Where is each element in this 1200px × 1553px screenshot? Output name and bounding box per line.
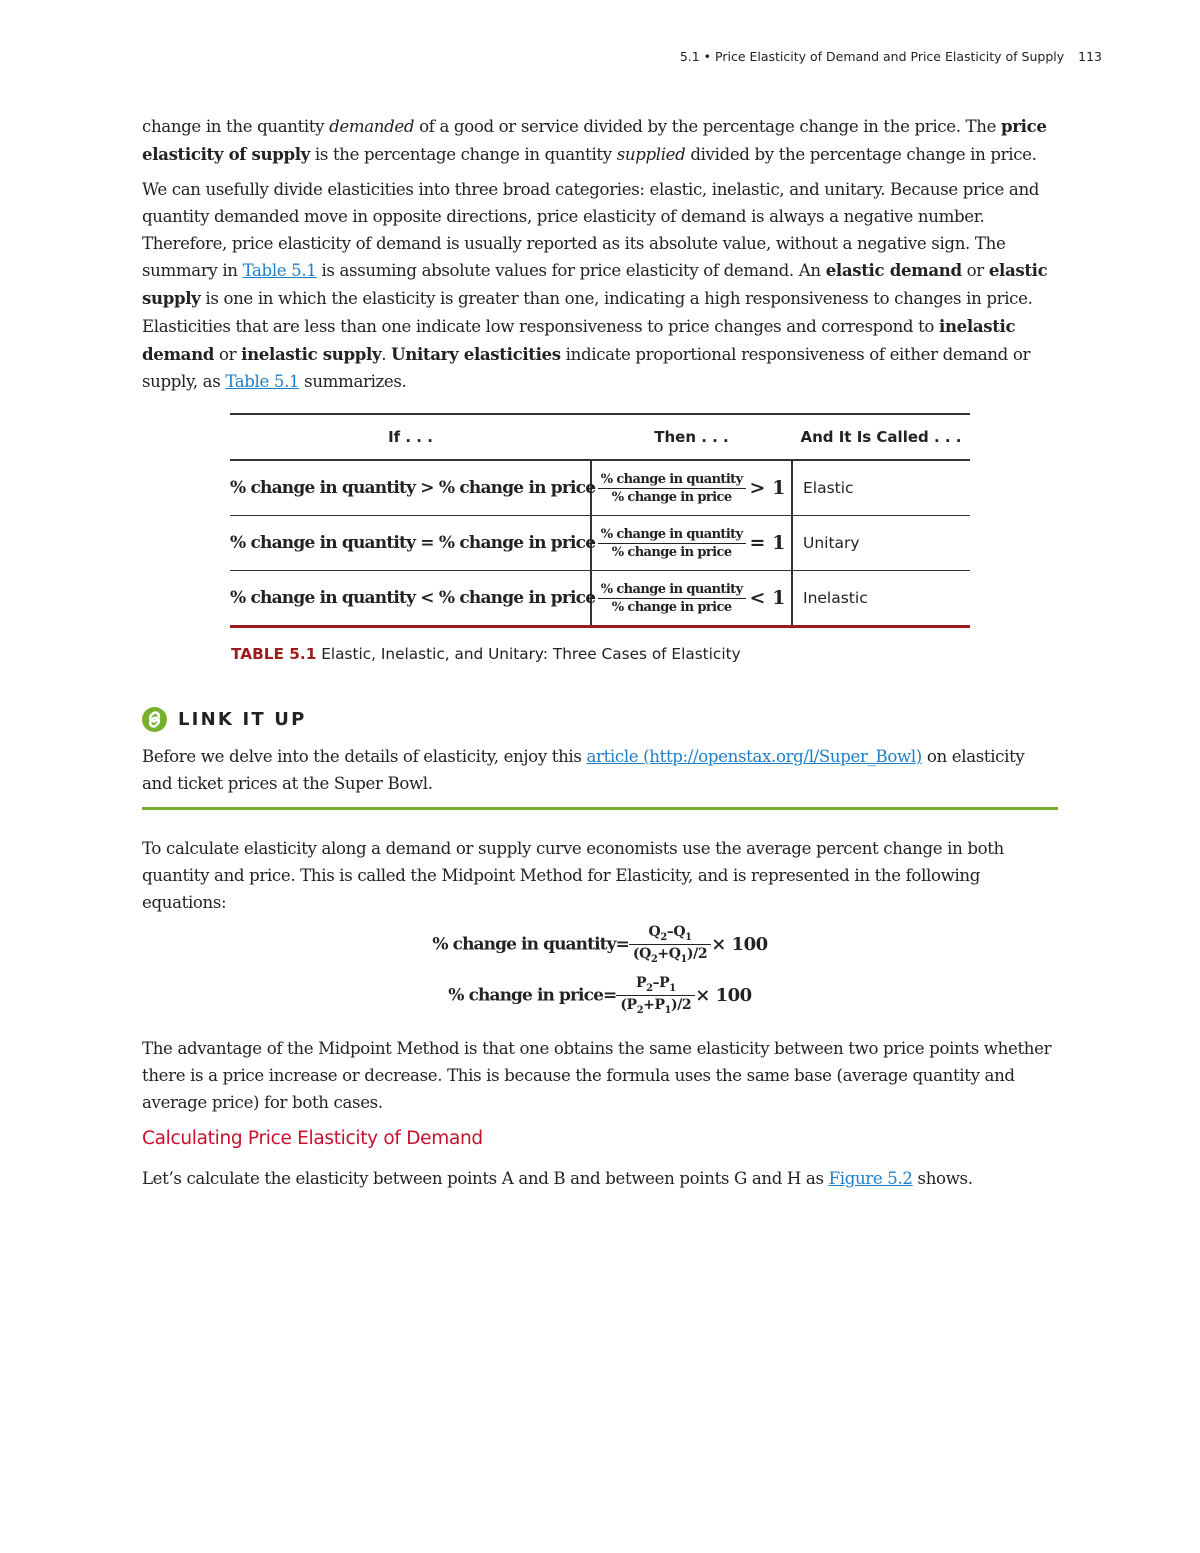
- text: divided by the percentage change in price.: [685, 144, 1037, 164]
- equation-fraction: [629, 924, 711, 965]
- equation-numerator: $Q_2-Q_1$: [629, 924, 711, 945]
- term-elastic-demand: elastic demand: [825, 260, 962, 281]
- relation: = 1: [749, 532, 786, 554]
- equation-times: × 100: [695, 984, 752, 1006]
- table-row: [230, 516, 970, 571]
- table-header-if: If . . .: [230, 414, 591, 460]
- then-cell: [591, 571, 792, 627]
- paragraph-categories: [142, 177, 1060, 395]
- paragraph-calculate: [142, 1166, 1060, 1193]
- table-row: [230, 460, 970, 516]
- text: Let’s calculate the elasticity between points A and B and between points G and H as: [142, 1169, 829, 1188]
- condition-cell: % change in quantity < % change in price: [230, 571, 591, 627]
- then-cell: [591, 516, 792, 571]
- text: We can usefully divide elasticities into three broad categories: elastic, inelastic, and unitary. Because price and quantity demanded move in opposite directions, price elasticity of demand is always a negative number. Therefore, price elasticity of demand is usually reported as its absolute value, without a negative sign. The summary in: [142, 180, 1040, 281]
- table-header-row: [230, 414, 970, 460]
- then-cell: [591, 460, 792, 516]
- link-icon: [142, 707, 167, 732]
- text: is one in which the elasticity is greater than one, indicating a high responsiveness to changes in price. Elasticities that are less than one indicate low responsiveness to price changes and correspond to: [142, 289, 1033, 336]
- running-head: [680, 49, 1102, 64]
- link-it-up-header: [142, 706, 1058, 732]
- link-it-up-rule: [142, 807, 1058, 810]
- condition-cell: % change in quantity = % change in price: [230, 516, 591, 571]
- paragraph-definitions: [142, 113, 1060, 169]
- text: The advantage of the Midpoint Method is that one obtains the same elasticity between two price points whether there is a price increase or decrease. This is because the formula uses the same base (average quantity and average price) for both cases.: [142, 1039, 1052, 1112]
- relation: > 1: [749, 477, 786, 499]
- term-unitary-elasticities: Unitary elasticities: [391, 343, 561, 364]
- elasticity-fraction: [598, 527, 746, 560]
- term-inelastic-supply: inelastic supply: [241, 343, 382, 364]
- fraction-denominator: % change in price: [611, 489, 732, 505]
- text: summarizes.: [299, 371, 407, 391]
- equation-lhs: % change in quantity=: [432, 934, 629, 955]
- equation-times: × 100: [711, 933, 768, 955]
- term-inelastic-demand: inelastic demand: [142, 315, 1016, 364]
- fraction-denominator: % change in price: [611, 544, 732, 560]
- equation-lhs: % change in price=: [448, 985, 617, 1006]
- elasticity-table: [230, 413, 970, 628]
- fraction-numerator: % change in quantity: [598, 527, 746, 544]
- super-bowl-article-link[interactable]: article (http://openstax.org/l/Super_Bowl): [586, 747, 922, 766]
- text: Before we delve into the details of elasticity, enjoy this: [142, 747, 587, 766]
- term-elastic-supply: elastic supply: [142, 260, 1048, 309]
- paragraph-midpoint-advantage: [142, 1036, 1060, 1116]
- called-cell: Unitary: [792, 516, 970, 571]
- relation: < 1: [749, 587, 786, 609]
- link-it-up-text: [142, 744, 1058, 798]
- equation-denominator: $(Q_2+Q_1)/2$: [632, 945, 708, 965]
- table-caption-text: Elastic, Inelastic, and Unitary: Three Cases of Elasticity: [316, 645, 741, 663]
- fraction-numerator: % change in quantity: [598, 472, 746, 489]
- table-row: [230, 571, 970, 627]
- equation-numerator: $P_2-P_1$: [616, 975, 695, 996]
- text: is the percentage change in quantity: [309, 144, 617, 164]
- elasticity-fraction: [598, 472, 746, 505]
- link-it-up-box: [142, 706, 1058, 798]
- text: is assuming absolute values for price elasticity of demand. An: [316, 261, 826, 281]
- text: To calculate elasticity along a demand or supply curve economists use the average percent change in both quantity and price. This is called the Midpoint Method for Elasticity, and is represented in the following equations:: [142, 839, 1004, 912]
- table-5-1-link[interactable]: Table 5.1: [225, 371, 300, 391]
- link-it-up-title: LINK IT UP: [178, 708, 307, 730]
- running-head-section: 5.1 • Price Elasticity of Demand and Price Elasticity of Supply: [679, 49, 1065, 64]
- table-header-called: And It Is Called . . .: [792, 414, 970, 460]
- figure-5-2-link[interactable]: Figure 5.2: [828, 1169, 913, 1188]
- text: .: [381, 344, 392, 364]
- page-number: 113: [1078, 49, 1102, 64]
- equation-fraction: [616, 975, 695, 1016]
- table-caption: [231, 645, 741, 663]
- paragraph-midpoint-intro: [142, 836, 1060, 916]
- text: or: [961, 261, 989, 281]
- condition-cell: % change in quantity > % change in price: [230, 460, 591, 516]
- quantity-equation: [0, 924, 1200, 965]
- price-equation: [0, 975, 1200, 1016]
- text: on elasticity and ticket prices at the Super Bowl.: [142, 747, 1025, 793]
- fraction-numerator: % change in quantity: [598, 582, 746, 599]
- elasticity-fraction: [598, 582, 746, 615]
- text-emphasis: supplied: [616, 144, 686, 164]
- section-subheading: Calculating Price Elasticity of Demand: [142, 1128, 483, 1149]
- text: shows.: [912, 1169, 973, 1188]
- table-header-then: Then . . .: [591, 414, 792, 460]
- term-price-elasticity-of-supply: price elasticity of supply: [142, 116, 1047, 164]
- called-cell: Inelastic: [792, 571, 970, 627]
- equation-denominator: $(P_2+P_1)/2$: [620, 996, 692, 1016]
- text: change in the quantity: [142, 117, 330, 136]
- text: indicate proportional responsiveness of either demand or supply, as: [142, 344, 1031, 391]
- text: or: [214, 344, 242, 364]
- table-caption-label: TABLE 5.1: [231, 645, 317, 663]
- called-cell: Elastic: [792, 460, 970, 516]
- text-emphasis: demanded: [329, 117, 415, 136]
- fraction-denominator: % change in price: [611, 599, 732, 615]
- table-5-1-link[interactable]: Table 5.1: [242, 261, 317, 281]
- text: of a good or service divided by the percentage change in the price. The: [414, 117, 1002, 136]
